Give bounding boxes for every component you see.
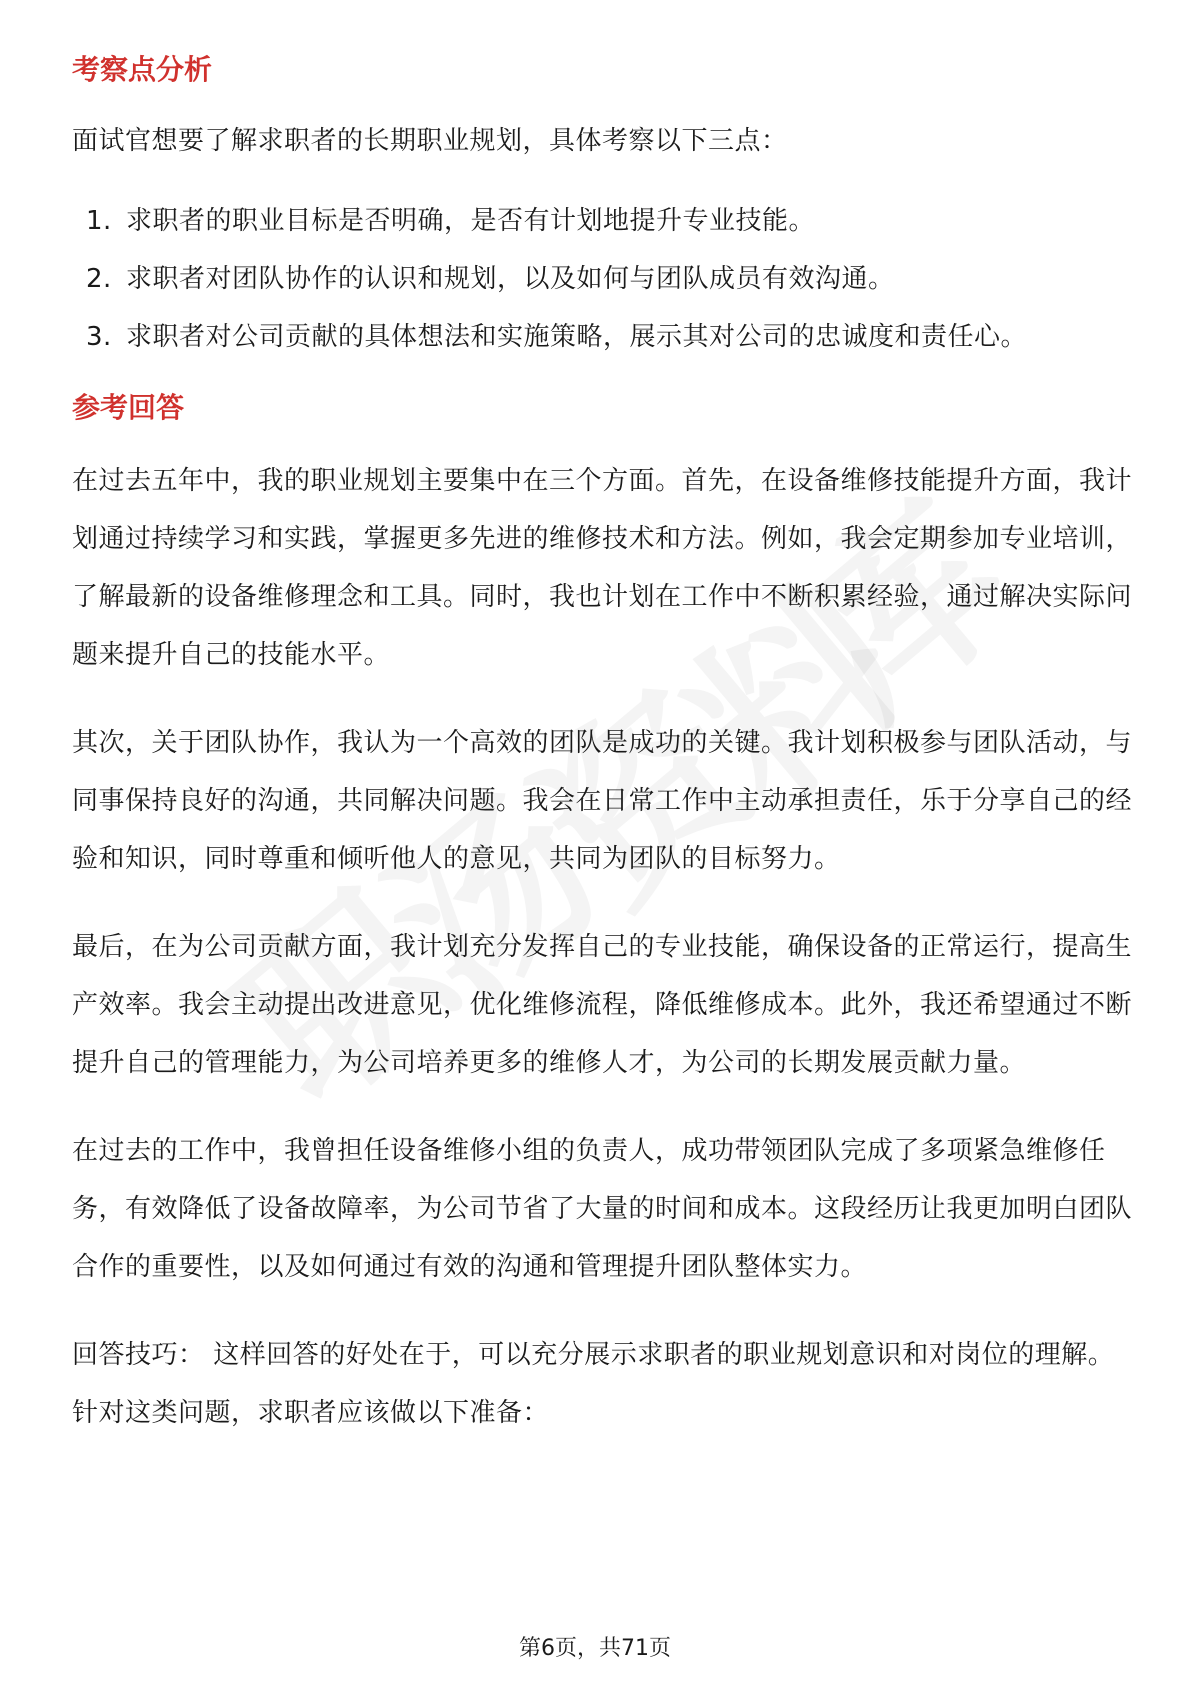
page-content: [72, 50, 1132, 1442]
list-item: [72, 308, 1132, 366]
answer-tips-paragraph: 回答技巧： 这样回答的好处在于，可以充分展示求职者的职业规划意识和对岗位的理解。针对这类问题，求职者应该做以下准备：: [72, 1340, 1115, 1428]
list-item: [72, 192, 1132, 250]
list-item-number: 2.: [86, 264, 112, 294]
list-item-text: 求职者的职业目标是否明确，是否有计划地提升专业技能。: [126, 206, 816, 236]
list-item: [72, 250, 1132, 308]
answer-paragraph: 在过去五年中，我的职业规划主要集中在三个方面。首先，在设备维修技能提升方面，我计划通过持续学习和实践，掌握更多先进的维修技术和方法。例如，我会定期参加专业培训，了解最新的设备维修理念和工具。同时，我也计划在工作中不断积累经验，通过解决实际问题来提升自己的技能水平。: [72, 466, 1133, 670]
answer-paragraph: 最后，在为公司贡献方面，我计划充分发挥自己的专业技能，确保设备的正常运行，提高生产效率。我会主动提出改进意见，优化维修流程，降低维修成本。此外，我还希望通过不断提升自己的管理能力，为公司培养更多的维修人才，为公司的长期发展贡献力量。: [72, 932, 1133, 1078]
answer-paragraph: 其次，关于团队协作，我认为一个高效的团队是成功的关键。我计划积极参与团队活动，与同事保持良好的沟通，共同解决问题。我会在日常工作中主动承担责任，乐于分享自己的经验和知识，同时尊重和倾听他人的意见，共同为团队的目标努力。: [72, 728, 1133, 874]
list-item-text: 求职者对团队协作的认识和规划，以及如何与团队成员有效沟通。: [126, 264, 895, 294]
answer-paragraph: 在过去的工作中，我曾担任设备维修小组的负责人，成功带领团队完成了多项紧急维修任务，有效降低了设备故障率，为公司节省了大量的时间和成本。这段经历让我更加明白团队合作的重要性，以及如何通过有效的沟通和管理提升团队整体实力。: [72, 1136, 1133, 1282]
page-number-footer: 第6页，共71页: [519, 1636, 671, 1661]
analysis-points-list: [72, 192, 1132, 366]
section-title-reference-answer: 参考回答: [72, 391, 185, 424]
analysis-intro: 面试官想要了解求职者的长期职业规划，具体考察以下三点：: [72, 126, 788, 156]
list-item-number: 1.: [86, 206, 112, 236]
list-item-text: 求职者对公司贡献的具体想法和实施策略，展示其对公司的忠诚度和责任心。: [126, 322, 1028, 352]
section-title-analysis: 考察点分析: [72, 53, 213, 86]
list-item-number: 3.: [86, 322, 112, 352]
